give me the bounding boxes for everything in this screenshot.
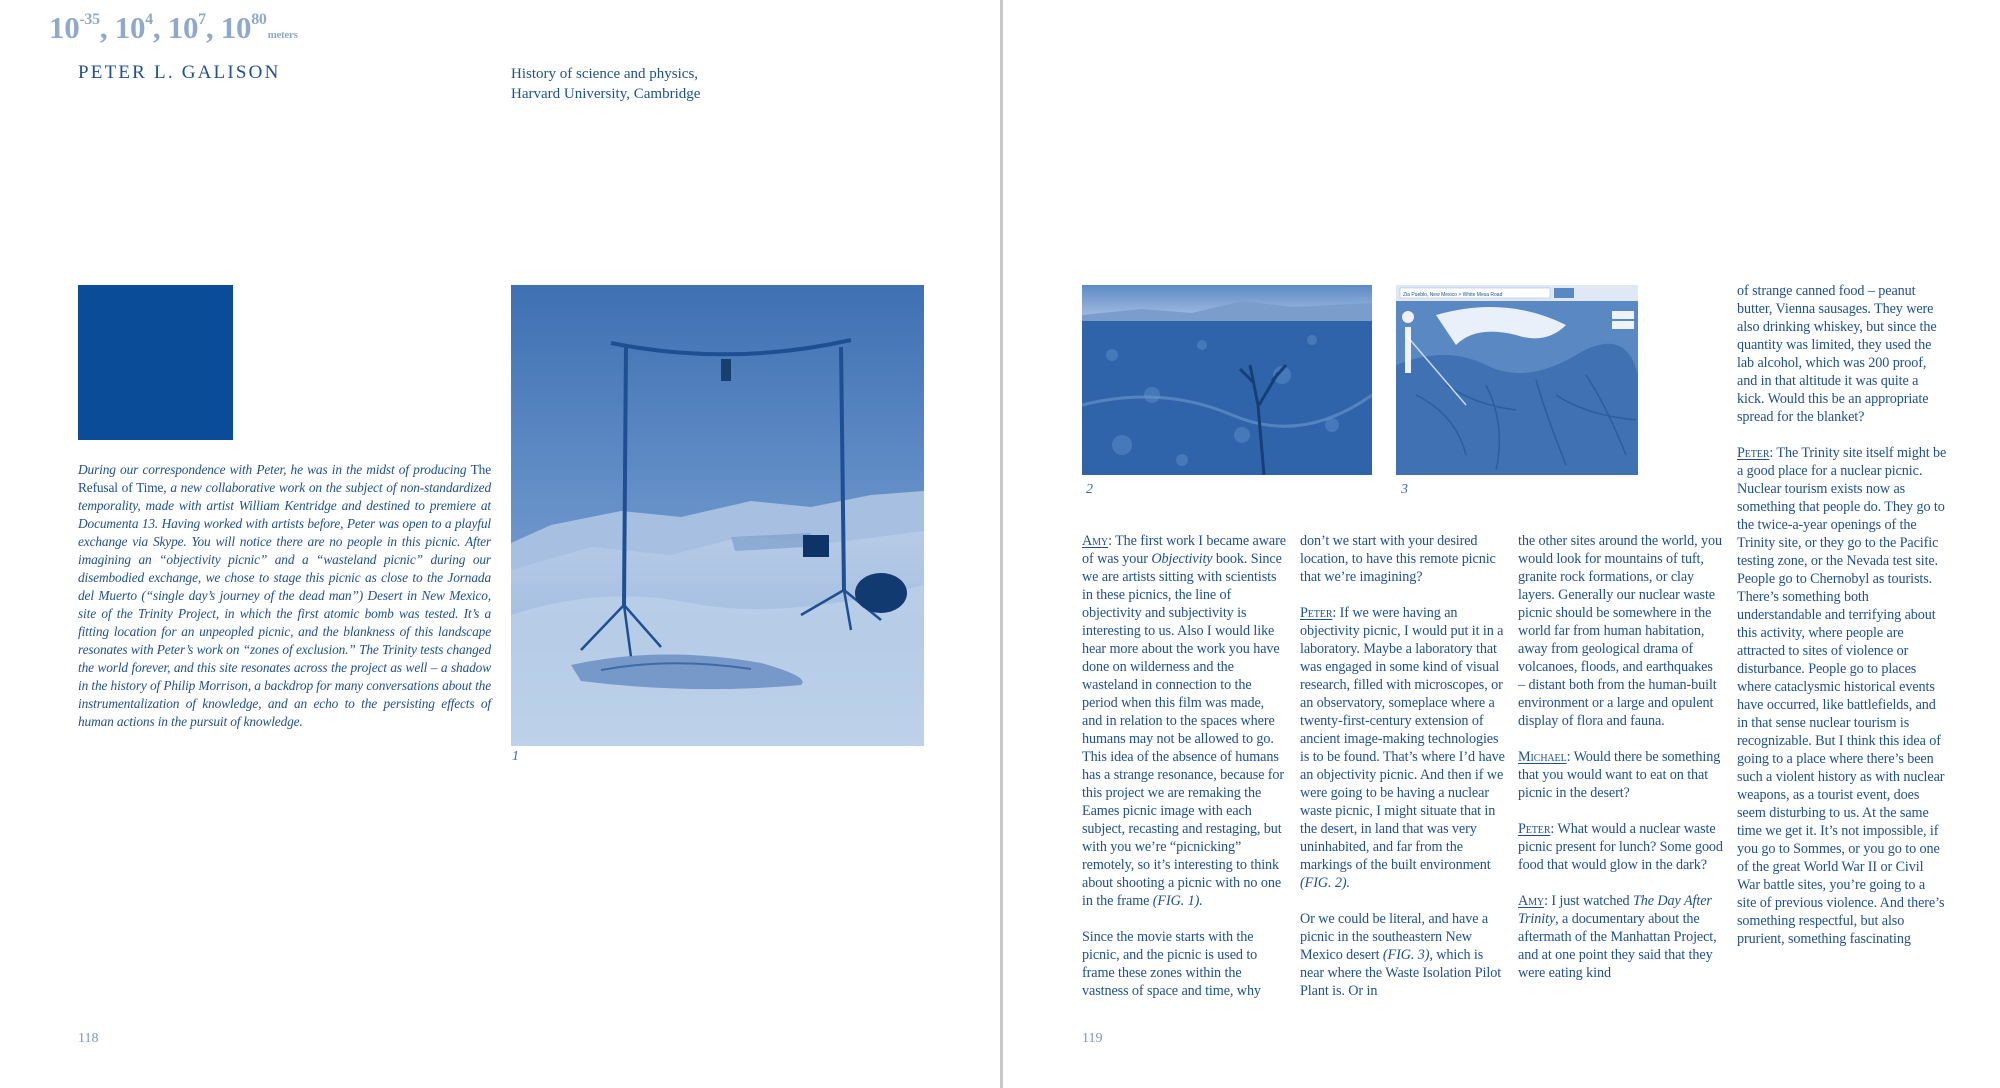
scale-sep-2: , <box>152 10 168 45</box>
blue-color-square <box>78 285 233 440</box>
col4-paragraph-2 <box>1737 444 1947 948</box>
fig-reference: (FIG. 1). <box>1152 893 1203 909</box>
dark-bag <box>855 573 907 613</box>
figure-3-map <box>1396 285 1638 475</box>
intro-text-a: During our correspondence with Peter, he was in the midst of producing <box>78 462 471 477</box>
col2-paragraph-3 <box>1300 910 1505 1000</box>
col2-paragraph-2 <box>1300 604 1505 892</box>
col3-paragraph-1: the other sites around the world, you would look for mountains of tuft, granite rock formations, or clay layers. Generally our nuclear waste picnic should be somewhere in the world far from human habitation, away from geological drama of volcanoes, floods, and earthquakes – distant both from the human-built environment or a large and opulent display of flora and fauna. <box>1518 533 1722 729</box>
speaker-box <box>803 535 829 557</box>
col2-p2-text: : If we were having an objectivity picnic, I would put it in a laboratory. Maybe a laboratory that was engaged in some kind of visual research, filled with microscopes, or an observatory, someplace where a twenty-first-century extension of ancient image-making technologies is to be found. That’s where I’d have an objectivity picnic. And then if we were going to be having a nuclear waste picnic, I might situate that in the desert, in land that was very uninhabited, and far from the markings of the built environment <box>1300 605 1505 873</box>
film-title: The Day After Trinity <box>1518 893 1712 927</box>
right-page-number: 119 <box>1082 1031 1103 1046</box>
map-type-button[interactable] <box>1612 311 1634 319</box>
col1-paragraph-1 <box>1082 532 1287 910</box>
scale-exp-4: 80 <box>251 11 267 28</box>
text-column-4 <box>1737 282 1947 966</box>
intro-paragraph <box>78 461 491 731</box>
col1-paragraph-2: Since the movie starts with the picnic, and the picnic is used to frame these zones within the vastness of space and time, why <box>1082 929 1261 999</box>
desert-tree-photo <box>1082 285 1372 475</box>
col1-p1-text-a: : The first work I became aware of was your <box>1082 533 1286 567</box>
right-page <box>1003 0 2000 1088</box>
col3-p4-text-a: : I just watched <box>1544 893 1633 909</box>
book-title: Objectivity <box>1151 551 1213 567</box>
map-type-button-2[interactable] <box>1612 321 1634 329</box>
map-pan-control[interactable] <box>1402 311 1414 323</box>
satellite-map <box>1396 285 1638 475</box>
speaker-name: Michael <box>1518 749 1567 765</box>
scale-base-4: 10 <box>220 10 252 45</box>
col2-p3-text-b: which is near where the Waste Isolation Pilot Plant is. Or in <box>1300 947 1502 999</box>
text-column-1 <box>1082 532 1287 1018</box>
scale-base-1: 10 <box>49 10 80 45</box>
map-search-text: Zia Pueblo, New Mexico > White Mesa Road <box>1403 292 1503 298</box>
col3-paragraph-4 <box>1518 892 1723 982</box>
fig-reference: (FIG. 3), <box>1382 947 1433 963</box>
affiliation-line-2: Harvard University, Cambridge <box>511 86 701 102</box>
col1-p1-text-b: book. Since we are artists sitting with scientists in these picnics, the line of objectivity and subjectivity is interesting to us. Also I would like hear more about the work you have done on wilderness and the wasteland in connection to the period when this film was made, and in relation to the spaces where humans may not be allowed to go. This idea of the absence of humans has a strange resonance, because for this project we are remaking the Eames picnic image with each subject, recasting and restaging, but with you we’re “picnicking” remotely, so it’s interesting to think about shooting a picnic with no one in the frame <box>1082 551 1285 909</box>
figure-2-number: 2 <box>1086 482 1093 497</box>
author-affiliation <box>511 64 700 104</box>
author-name: PETER L. GALISON <box>78 62 281 83</box>
col4-paragraph-1: of strange canned food – peanut butter, Vienna sausages. They were also drinking whiskey, but since the quantity was limited, they used the lab alcohol, which was 200 proof, and in that altitude it was quite a kick. Would this be an appropriate spread for the blanket? <box>1737 283 1937 425</box>
scale-exp-3: 7 <box>198 11 206 28</box>
intro-work-title: The Refusal of Time <box>78 462 491 495</box>
col3-p4-text-b: , a documentary about the aftermath of the Manhattan Project, and at one point they said that they were eating kind <box>1518 911 1717 981</box>
fig-reference: (FIG. 2). <box>1300 875 1350 891</box>
speaker-name: Amy <box>1518 893 1545 909</box>
figure-1-photo <box>511 285 924 746</box>
speaker-name: Amy <box>1082 533 1109 549</box>
scale-base-2: 10 <box>114 10 146 45</box>
col3-p2-text: : Would there be something that you would want to eat on that picnic in the desert? <box>1518 749 1721 801</box>
map-search-button[interactable] <box>1554 288 1574 298</box>
text-column-3 <box>1518 532 1723 1000</box>
col3-paragraph-2 <box>1518 748 1723 802</box>
figure-1-number: 1 <box>512 749 519 764</box>
col2-p3-text-a: Or we could be literal, and have a picnic in the southeastern New Mexico desert <box>1300 911 1489 963</box>
scale-base-3: 10 <box>167 10 199 45</box>
col4-p2-text: : The Trinity site itself might be a good place for a nuclear picnic. Nuclear tourism exists now as something that people do. They go to the twice-a-year openings of the Trinity site, or they go to the Pacific testing zone, or the Nevada test site. People go to Chernobyl as tourists. There’s something both understandable and terrifying about this activity, where people are attracted to sites of violence or disturbance. People go to places where cataclysmic historical events have occurred, like battlefields, and in that sense nuclear tourism is recognizable. But I think this idea of going to a place where there’s been such a violent history as with nuclear weapons, as a tourist event, does seem disturbing to us. At the same time we get it. It’s not impossible, if you go to Sommes, or you go to one of the great World War II or Civil War battle sites, you’re going to a site of previous violence. And there’s something respectful, but also prurient, something fascinating <box>1737 445 1947 947</box>
scale-sep-3: , <box>205 10 221 45</box>
map-zoom-slider[interactable] <box>1405 327 1411 373</box>
speaker-name: Peter <box>1518 821 1551 837</box>
speaker-name: Peter <box>1300 605 1333 621</box>
col2-paragraph-1: don’t we start with your desired location, to have this remote picnic that we’re imagining? <box>1300 533 1496 585</box>
scale-title <box>49 10 298 46</box>
col3-paragraph-3 <box>1518 820 1723 874</box>
left-page-number: 118 <box>78 1031 99 1046</box>
scale-sep-1: , <box>99 10 115 45</box>
scale-unit: meters <box>267 29 298 41</box>
figure-3-number: 3 <box>1401 482 1408 497</box>
col3-p3-text: : What would a nuclear waste picnic present for lunch? Some good food that would glow in the dark? <box>1518 821 1723 873</box>
figure-2-photo <box>1082 285 1372 475</box>
affiliation-line-1: History of science and physics, <box>511 66 699 82</box>
scale-exp-1: -35 <box>79 11 100 28</box>
text-column-2 <box>1300 532 1505 1018</box>
intro-text-b: , a new collaborative work on the subject of non-standardized temporality, made with artist William Kentridge and destined to premiere at Documenta 13. Having worked with artists before, Peter was open to a playful exchange via Skype. You will notice there are no people in this picnic. After imagining an “objectivity picnic” and a “wasteland picnic” during our disembodied exchange, we chose to stage this picnic as close to the Jornada del Muerto (“single day’s journey of the dead man”) Desert in New Mexico, site of the Trinity Project, in which the first atomic bomb was tested. It’s a fitting location for an unpeopled picnic, and the blankness of this landscape resonates with Peter’s work on “zones of exclusion.” The Trinity tests changed the world forever, and this site resonates across the project as well – a shadow in the history of Philip Morrison, a backdrop for many conversations about the instrumentalization of knowledge, and an echo to the persisting effects of human actions in the pursuit of knowledge. <box>78 480 491 729</box>
camera-device <box>721 359 731 381</box>
tripod-desert-photo <box>511 285 924 746</box>
speaker-name: Peter <box>1737 445 1770 461</box>
scale-exp-2: 4 <box>145 11 153 28</box>
